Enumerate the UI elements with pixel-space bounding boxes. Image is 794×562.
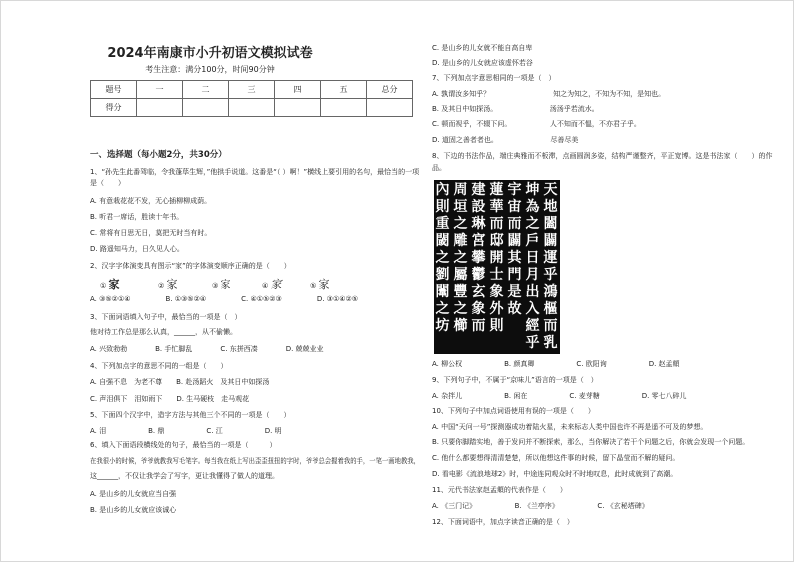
calligraphy-char: 設 — [471, 199, 486, 215]
calligraphy-char: 乎 — [525, 335, 540, 351]
calligraphy-char: 屬 — [453, 267, 468, 283]
calligraphy-char: 外 — [489, 301, 504, 317]
calligraphy-column — [542, 182, 559, 352]
right-line: A. 杂拌儿 B. 闲在 C. 麦芽糖 D. 零七八碎儿 — [432, 392, 687, 400]
score-header-cell: 二 — [183, 81, 229, 99]
calligraphy-char: 故 — [507, 301, 522, 317]
calligraphy-char: 周 — [453, 182, 468, 198]
glyph-4 — [262, 276, 282, 292]
calligraphy-char: 日 — [525, 250, 540, 266]
left-line: 1、“孙先生此番驾临，令我蓬荜生辉，”他拱手说道。这番是“（ ）啊！”横线上要引用的名句，最恰当的一项 — [90, 168, 420, 176]
calligraphy-char: 閾 — [435, 233, 450, 249]
glyph-label: ② — [158, 282, 165, 290]
calligraphy-char: 內 — [435, 182, 450, 198]
right-line: A. 柳公权 B. 颜真卿 C. 欧阳询 D. 赵孟頫 — [432, 360, 680, 368]
calligraphy-char: 雕 — [453, 233, 468, 249]
score-input-cell[interactable] — [137, 99, 183, 117]
exam-note: 考生注意：满分100分，时间90分钟 — [145, 65, 275, 74]
left-line: 这______，不仅让我学会了写字，更让我懂得了做人的道理。 — [90, 472, 279, 480]
calligraphy-char: 闈 — [435, 284, 450, 300]
calligraphy-column — [452, 182, 469, 335]
right-line: B. 及其日中如探汤。 汤汤乎若流水。 — [432, 105, 599, 113]
right-line: 12、下面词语中，加点字读音正确的是（ ） — [432, 518, 574, 526]
right-line: 7、下列加点字意思相同的一项是（ ） — [432, 74, 556, 82]
calligraphy-column — [434, 182, 451, 335]
glyph-char: 家 — [220, 280, 231, 291]
calligraphy-column — [488, 182, 505, 335]
right-line: A. 孰谓汝多知乎？ 知之为知之，不知为不知，是知也。 — [432, 90, 666, 98]
glyph-char: 家 — [318, 278, 330, 291]
calligraphy-char: 士 — [489, 267, 504, 283]
right-line: 品。 — [432, 164, 446, 172]
score-header-cell: 三 — [229, 81, 275, 99]
glyph-char: 家 — [108, 278, 120, 291]
score-input-cell[interactable] — [183, 99, 229, 117]
left-line: A. ③⑤②①④ B. ①③⑤②④ C. ④①⑤②③ D. ③①④②⑤ — [90, 295, 359, 303]
calligraphy-char: 月 — [525, 267, 540, 283]
right-line: 11、元代书法家赵孟頫的代表作是（ ） — [432, 486, 567, 494]
calligraphy-char: 是 — [507, 284, 522, 300]
score-input-cell[interactable] — [229, 99, 275, 117]
glyph-2 — [158, 276, 178, 292]
score-header-cell: 题号 — [91, 81, 137, 99]
right-line: A. 中国“天问一号”探测器成功着陆火星，未来标志人类中国也许不再是遥不可及的梦想。 — [432, 423, 708, 431]
calligraphy-char: 之 — [453, 216, 468, 232]
calligraphy-char: 重 — [435, 216, 450, 232]
glyph-label: ④ — [262, 282, 269, 290]
left-line: A. 有意栽花花不发，无心插柳柳成荫。 — [90, 197, 212, 205]
calligraphy-char: 之 — [453, 301, 468, 317]
calligraphy-char: 則 — [435, 199, 450, 215]
right-line: 10、下列句子中加点词语使用有误的一项是（ ） — [432, 407, 595, 415]
calligraphy-char: 建 — [471, 182, 486, 198]
calligraphy-char: 華 — [489, 199, 504, 215]
left-line: C. 声泪俱下 泪如雨下 D. 生马硬枝 走马观花 — [90, 395, 250, 403]
calligraphy-char: 戶 — [525, 233, 540, 249]
left-line: B. 是山乡的儿女就应该诚心 — [90, 506, 177, 514]
calligraphy-char: 闢 — [507, 233, 522, 249]
calligraphy-column — [524, 182, 541, 352]
calligraphy-char: 垣 — [453, 199, 468, 215]
left-line: A. 兴致勃勃 B. 手忙脚乱 C. 东拼西凑 D. 兢兢业业 — [90, 345, 324, 353]
calligraphy-char: 蓮 — [489, 182, 504, 198]
calligraphy-char: 之 — [525, 216, 540, 232]
left-line: 是（ ） — [90, 179, 125, 187]
calligraphy-char: 之 — [435, 250, 450, 266]
left-line: 在我很小的时候，爷爷就教我写毛笔字。每当我在纸上写出歪歪扭扭的字时，爷爷总会握着我的手，一笔一画地教我， — [90, 457, 420, 465]
left-line: 3、下面词语填入句子中，最恰当的一项是（ ） — [90, 313, 242, 321]
calligraphy-char: 其 — [507, 250, 522, 266]
right-line: 8、下边的书法作品，端庄典雅而不板滞，点画圆润多姿，结构严谨整齐，平正宽博。这是书法家（ ）的作 — [432, 152, 773, 160]
calligraphy-char: 為 — [525, 199, 540, 215]
calligraphy-char: 宙 — [507, 199, 522, 215]
score-header-cell: 五 — [321, 81, 367, 99]
calligraphy-char: 而 — [543, 318, 558, 334]
right-line: C. 顿而视乎，不辍下问。 人不知而不愠，不亦君子乎。 — [432, 120, 641, 128]
score-table-score-row — [91, 99, 413, 117]
right-line: B. 只要你脚踏实地，善于发问并不断探索，那么，当你解决了若干个问题之后，你就会发现一个问题。 — [432, 438, 750, 446]
score-table-header-row — [91, 81, 413, 99]
glyph-3 — [212, 276, 231, 291]
calligraphy-column — [506, 182, 523, 318]
calligraphy-char: 鴻 — [543, 284, 558, 300]
calligraphy-char: 琳 — [471, 216, 486, 232]
calligraphy-char: 象 — [489, 284, 504, 300]
left-line: C. 常将有日思无日，莫把无时当有时。 — [90, 229, 212, 237]
left-line: A. 自强不息 为老不尊 B. 赴汤蹈火 及其日中如探汤 — [90, 378, 270, 386]
glyph-char: 家 — [166, 278, 178, 291]
left-line: 他对待工作总是那么认真，______，从不偷懒。 — [90, 328, 237, 336]
calligraphy-char: 闢 — [543, 233, 558, 249]
score-table — [90, 80, 413, 117]
calligraphy-char: 劉 — [435, 267, 450, 283]
section-heading: 一、选择题（每小题2分，共30分） — [90, 150, 227, 160]
calligraphy-char: 乳 — [543, 335, 558, 351]
calligraphy-char: 櫛 — [453, 318, 468, 334]
calligraphy-char: 攀 — [471, 250, 486, 266]
right-line: A. 《三门记》 B. 《兰亭序》 C. 《玄秘塔碑》 — [432, 502, 649, 510]
calligraphy-image — [434, 180, 560, 354]
score-header-cell: 四 — [275, 81, 321, 99]
calligraphy-char: 之 — [453, 250, 468, 266]
calligraphy-char: 宇 — [507, 182, 522, 198]
calligraphy-char: 鬱 — [471, 267, 486, 283]
score-input-cell[interactable] — [275, 99, 321, 117]
glyph-label: ① — [100, 282, 107, 290]
left-line: D. 路遥知马力，日久见人心。 — [90, 245, 184, 253]
glyph-label: ⑤ — [310, 282, 317, 290]
glyph-5 — [310, 276, 330, 292]
calligraphy-char: 則 — [489, 318, 504, 334]
right-line: D. 看电影《流浪地球2》时，中途连同观众时不时地叹息，此时成就到了高潮。 — [432, 470, 678, 478]
calligraphy-char: 象 — [471, 301, 486, 317]
right-line: D. 是山乡的儿女就应该虚怀若谷 — [432, 59, 533, 67]
calligraphy-char: 坊 — [435, 318, 450, 334]
calligraphy-char: 豐 — [453, 284, 468, 300]
calligraphy-char: 天 — [543, 182, 558, 198]
left-line: 6、填入下面语段横线处的句子，最恰当的一项是（ ） — [90, 441, 277, 449]
glyph-char: 家 — [270, 278, 282, 291]
score-header-cell: 一 — [137, 81, 183, 99]
calligraphy-char: 玄 — [471, 284, 486, 300]
calligraphy-column — [470, 182, 487, 335]
calligraphy-char: 地 — [543, 199, 558, 215]
left-line: 4、下列加点字的意思不同的一组是（ ） — [90, 362, 228, 370]
right-line: C. 是山乡的儿女就不能自高自卑 — [432, 44, 533, 52]
left-line: B. 听君一席话，胜读十年书。 — [90, 213, 184, 221]
calligraphy-char: 之 — [435, 301, 450, 317]
calligraphy-char: 宮 — [471, 233, 486, 249]
calligraphy-char: 出 — [525, 284, 540, 300]
glyph-label: ③ — [212, 282, 219, 290]
calligraphy-char: 經 — [525, 318, 540, 334]
calligraphy-char: 而 — [489, 216, 504, 232]
calligraphy-char: 樞 — [543, 301, 558, 317]
calligraphy-char: 而 — [507, 216, 522, 232]
glyph-1 — [100, 276, 120, 292]
page-title: 2024年南康市小升初语文模拟试卷 — [107, 46, 313, 61]
score-header-cell: 总分 — [367, 81, 413, 99]
calligraphy-char: 門 — [507, 267, 522, 283]
calligraphy-char: 闔 — [543, 216, 558, 232]
calligraphy-char: 乎 — [543, 267, 558, 283]
left-line: 2、汉字字体演变具有图示“家”的字体演变顺序正确的是（ ） — [90, 262, 291, 270]
calligraphy-char: 開 — [489, 250, 504, 266]
score-input-cell[interactable] — [321, 99, 367, 117]
left-line: A. 泪 B. 鼎 C. 江 D. 明 — [90, 427, 282, 435]
calligraphy-char: 邸 — [489, 233, 504, 249]
left-line: A. 是山乡的儿女就应当自强 — [90, 490, 177, 498]
score-input-cell[interactable] — [367, 99, 413, 117]
calligraphy-char: 坤 — [525, 182, 540, 198]
calligraphy-char: 而 — [471, 318, 486, 334]
right-line: C. 他什么都要想得清清楚楚，所以他想这件事的时候，留下晶莹而不解的疑问。 — [432, 454, 680, 462]
left-line: 5、下面四个汉字中，造字方法与其他三个不同的一项是（ ） — [90, 411, 291, 419]
calligraphy-char: 入 — [525, 301, 540, 317]
calligraphy-char: 運 — [543, 250, 558, 266]
right-line: 9、下列句子中，不属于“京味儿”语言的一项是（ ） — [432, 376, 598, 384]
right-line: D. 道固之善者者也。 尽善尽美 — [432, 136, 579, 144]
score-row-label: 得分 — [91, 99, 137, 117]
